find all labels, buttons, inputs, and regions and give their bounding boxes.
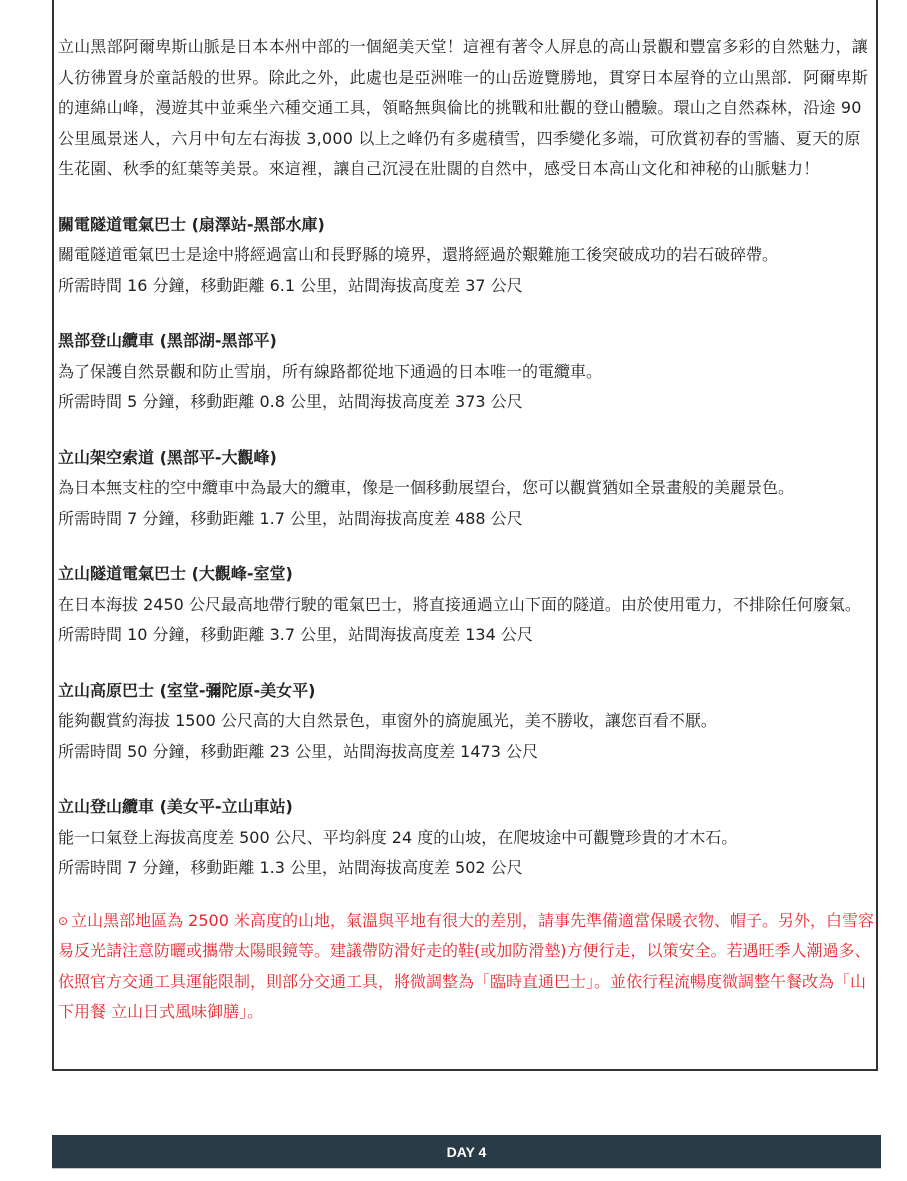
intro-paragraph: 立山黑部阿爾卑斯山脈是日本本州中部的一個絕美天堂！這裡有著令人屏息的高山景觀和豐富多彩的自然魅力，讓人彷彿置身於童話般的世界。除此之外，此處也是亞洲唯一的山岳遊覽勝地，貫穿日本屋脊的立山黑部．阿爾卑斯的連綿山峰，漫遊其中並乘坐六種交通工具，領略無與倫比的挑戰和壯觀的登山體驗。環山之自然森林，沿途 90 公里風景迷人，六月中旬左右海拔 3,000 以上之峰仍有多處積雪，四季變化多端，可欣賞初春的雪牆、夏天的原生花園、秋季的紅葉等美景。來這裡，讓自己沉浸在壯闊的自然中，感受日本高山文化和神秘的山脈魅力！ — [58, 37, 869, 178]
notice-text: 立山黑部地區為 2500 米高度的山地，氣溫與平地有很大的差別，請事先準備適當保暖衣物、帽子。另外，白雪容易反光請注意防曬或攜帶太陽眼鏡等。建議帶防滑好走的鞋(或加防滑墊)方便行走，以策安全。若遇旺季人潮過多、依照官方交通工具運能限制，則部分交通工具，將微調整為「臨時直通巴士」。並依行程流暢度微調整午餐改為「山下用餐 立山日式風味御膳」。 — [58, 910, 874, 1021]
transport-stats: 所需時間 16 分鐘，移動距離 6.1 公里，站間海拔高度差 37 公尺 — [58, 275, 523, 295]
transport-title: 關電隧道電氣巴士 (扇澤站-黑部水庫) — [58, 214, 325, 234]
transport-description: 能一口氣登上海拔高度差 500 公尺、平均斜度 24 度的山坡，在爬坡途中可觀覽珍貴的才木石。 — [58, 827, 738, 847]
transport-description: 為了保護自然景觀和防止雪崩，所有線路都從地下通過的日本唯一的電纜車。 — [58, 361, 603, 381]
day-label: DAY 4 — [446, 1144, 487, 1160]
transport-section — [58, 443, 876, 535]
transport-title: 立山登山纜車 (美女平-立山車站) — [58, 797, 293, 816]
transport-stats: 所需時間 7 分鐘，移動距離 1.7 公里，站間海拔高度差 488 公尺 — [58, 508, 523, 528]
travel-notice — [58, 906, 876, 1028]
transport-stats: 所需時間 50 分鐘，移動距離 23 公里，站間海拔高度差 1473 公尺 — [58, 741, 538, 761]
transport-stats: 所需時間 7 分鐘，移動距離 1.3 公里，站間海拔高度差 502 公尺 — [58, 858, 523, 877]
transport-title: 立山高原巴士 (室堂-彌陀原-美女平) — [58, 680, 316, 700]
transport-stats: 所需時間 5 分鐘，移動距離 0.8 公里，站間海拔高度差 373 公尺 — [58, 392, 523, 411]
day-header-underline — [52, 1168, 881, 1169]
itinerary-content-box — [52, 0, 878, 1071]
transport-section — [58, 676, 876, 768]
transport-description: 關電隧道電氣巴士是途中將經過富山和長野縣的境界，還將經過於艱難施工後突破成功的岩石破碎帶。 — [58, 245, 779, 264]
day-header — [52, 1135, 881, 1168]
transport-stats: 所需時間 10 分鐘，移動距離 3.7 公里，站間海拔高度差 134 公尺 — [58, 625, 533, 644]
transport-description: 在日本海拔 2450 公尺最高地帶行駛的電氣巴士，將直接通過立山下面的隧道。由於使用電力，不排除任何廢氣。 — [58, 594, 861, 614]
transport-title: 立山隧道電氣巴士 (大觀峰-室堂) — [58, 564, 293, 583]
transport-section — [58, 210, 876, 302]
transport-description: 為日本無支柱的空中纜車中為最大的纜車，像是一個移動展望台，您可以觀賞猶如全景畫般的美麗景色。 — [58, 478, 795, 497]
transport-title: 立山架空索道 (黑部平-大觀峰) — [58, 447, 277, 467]
transport-section — [58, 326, 876, 418]
transport-description: 能夠觀賞約海拔 1500 公尺高的大自然景色，車窗外的旖旎風光，美不勝收，讓您百看不厭。 — [58, 711, 717, 730]
transport-section — [58, 792, 876, 884]
notice-bullet-icon: ⊙ — [58, 913, 69, 928]
transport-title: 黑部登山纜車 (黑部湖-黑部平) — [58, 331, 277, 350]
transport-section — [58, 559, 876, 651]
